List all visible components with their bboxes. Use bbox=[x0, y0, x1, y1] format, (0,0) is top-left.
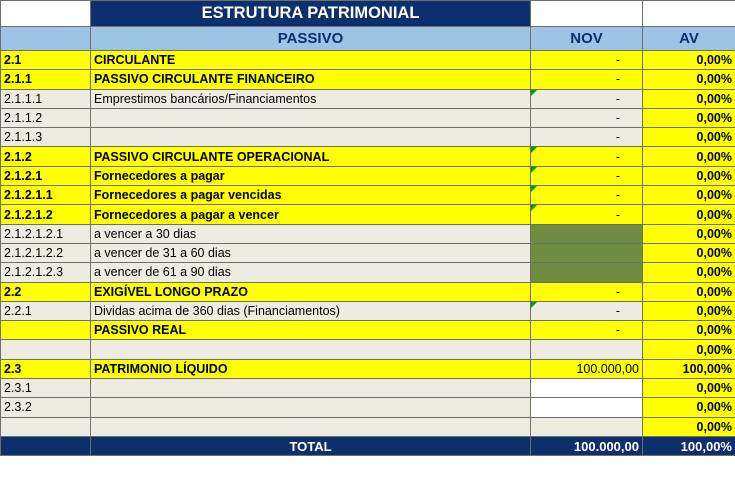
av-percent[interactable]: 0,00% bbox=[643, 89, 735, 108]
table-row bbox=[1, 128, 735, 147]
nov-value-text: - bbox=[615, 207, 620, 222]
total-av: 100,00% bbox=[643, 436, 735, 455]
corner-cell bbox=[643, 1, 735, 27]
av-percent[interactable]: 0,00% bbox=[643, 128, 735, 147]
table-row bbox=[1, 321, 735, 340]
nov-value-text: - bbox=[615, 91, 620, 106]
corner-cell bbox=[1, 1, 91, 27]
av-percent[interactable]: 0,00% bbox=[643, 417, 735, 436]
nov-value-text: - bbox=[615, 72, 620, 87]
av-percent[interactable]: 0,00% bbox=[643, 379, 735, 398]
nov-value-text: - bbox=[615, 111, 620, 126]
account-description[interactable]: Fornecedores a pagar bbox=[91, 166, 531, 185]
account-code[interactable] bbox=[1, 321, 91, 340]
header-code bbox=[1, 27, 91, 51]
av-percent[interactable]: 0,00% bbox=[643, 108, 735, 127]
header-passivo: PASSIVO bbox=[91, 27, 531, 51]
comment-indicator-icon bbox=[531, 302, 537, 308]
table-row bbox=[1, 224, 735, 243]
comment-indicator-icon bbox=[531, 90, 537, 96]
nov-value-text: - bbox=[615, 304, 620, 318]
nov-value-text: - bbox=[615, 188, 620, 203]
account-description[interactable] bbox=[91, 128, 531, 147]
account-description[interactable]: PASSIVO CIRCULANTE FINANCEIRO bbox=[91, 70, 531, 89]
table-row bbox=[1, 147, 735, 166]
nov-value-text: - bbox=[615, 284, 620, 299]
total-label: TOTAL bbox=[91, 436, 531, 455]
account-code[interactable]: 2.1.2.1 bbox=[1, 166, 91, 185]
account-description[interactable]: CIRCULANTE bbox=[91, 51, 531, 70]
account-code[interactable] bbox=[1, 340, 91, 359]
nov-value-text: 100.000,00 bbox=[576, 361, 639, 376]
av-percent[interactable]: 0,00% bbox=[643, 166, 735, 185]
total-nov: 100.000,00 bbox=[531, 436, 643, 455]
nov-value[interactable] bbox=[531, 379, 643, 398]
account-code[interactable]: 2.1.2.1.2.1 bbox=[1, 224, 91, 243]
nov-value-text: - bbox=[615, 130, 620, 145]
account-description[interactable] bbox=[91, 398, 531, 417]
account-description[interactable]: Emprestimos bancários/Financiamentos bbox=[91, 89, 531, 108]
header-av: AV bbox=[643, 27, 735, 51]
account-description[interactable] bbox=[91, 379, 531, 398]
corner-cell bbox=[531, 1, 643, 27]
av-percent[interactable]: 0,00% bbox=[643, 205, 735, 224]
table-row bbox=[1, 379, 735, 398]
comment-indicator-icon bbox=[531, 147, 537, 153]
account-code[interactable]: 2.1.1.3 bbox=[1, 128, 91, 147]
account-code[interactable]: 2.1.2.1.2.3 bbox=[1, 263, 91, 282]
av-percent[interactable]: 0,00% bbox=[643, 51, 735, 70]
comment-indicator-icon bbox=[531, 167, 537, 173]
table-row bbox=[1, 70, 735, 89]
account-code[interactable]: 2.3.1 bbox=[1, 379, 91, 398]
account-code[interactable]: 2.1 bbox=[1, 51, 91, 70]
table-row bbox=[1, 301, 735, 320]
table-row bbox=[1, 398, 735, 417]
table-row bbox=[1, 89, 735, 108]
nov-value[interactable] bbox=[531, 359, 643, 378]
total-code-cell bbox=[1, 436, 91, 455]
nov-value[interactable] bbox=[531, 340, 643, 359]
comment-indicator-icon bbox=[531, 186, 537, 192]
av-percent[interactable]: 0,00% bbox=[643, 263, 735, 282]
account-code[interactable] bbox=[1, 417, 91, 436]
nov-value-text: - bbox=[615, 168, 620, 183]
table-row bbox=[1, 340, 735, 359]
comment-indicator-icon bbox=[531, 205, 537, 211]
account-code[interactable]: 2.1.1.2 bbox=[1, 108, 91, 127]
nov-value-text: - bbox=[615, 323, 620, 338]
account-code[interactable]: 2.1.2.1.2 bbox=[1, 205, 91, 224]
table-row bbox=[1, 166, 735, 185]
table-title: ESTRUTURA PATRIMONIAL bbox=[91, 1, 531, 27]
header-nov: NOV bbox=[531, 27, 643, 51]
table-row bbox=[1, 359, 735, 378]
av-percent[interactable]: 0,00% bbox=[643, 340, 735, 359]
account-code[interactable]: 2.1.2.1.1 bbox=[1, 186, 91, 205]
account-description[interactable]: EXIGÍVEL LONGO PRAZO bbox=[91, 282, 531, 301]
account-description[interactable] bbox=[91, 108, 531, 127]
account-description[interactable]: a vencer de 31 a 60 dias bbox=[91, 243, 531, 262]
nov-value[interactable] bbox=[531, 147, 643, 166]
account-description[interactable]: PASSIVO REAL bbox=[91, 321, 531, 340]
header-row bbox=[1, 27, 735, 51]
account-code[interactable]: 2.2.1 bbox=[1, 301, 91, 320]
nov-value[interactable] bbox=[531, 224, 643, 243]
table-row bbox=[1, 108, 735, 127]
nov-value[interactable] bbox=[531, 89, 643, 108]
account-description[interactable]: a vencer de 61 a 90 dias bbox=[91, 263, 531, 282]
av-percent[interactable]: 0,00% bbox=[643, 70, 735, 89]
nov-value[interactable] bbox=[531, 282, 643, 301]
account-description[interactable] bbox=[91, 340, 531, 359]
account-description[interactable]: PASSIVO CIRCULANTE OPERACIONAL bbox=[91, 147, 531, 166]
nov-value[interactable] bbox=[531, 243, 643, 262]
account-code[interactable]: 2.1.1.1 bbox=[1, 89, 91, 108]
nov-value[interactable] bbox=[531, 186, 643, 205]
table-row bbox=[1, 282, 735, 301]
account-description[interactable]: Fornecedores a pagar vencidas bbox=[91, 186, 531, 205]
table-row bbox=[1, 51, 735, 70]
title-row bbox=[1, 1, 735, 27]
nov-value[interactable] bbox=[531, 417, 643, 436]
table-row bbox=[1, 243, 735, 262]
av-percent[interactable]: 100,00% bbox=[643, 359, 735, 378]
table-row bbox=[1, 205, 735, 224]
nov-value[interactable] bbox=[531, 205, 643, 224]
table-row bbox=[1, 417, 735, 436]
account-code[interactable]: 2.1.2.1.2.2 bbox=[1, 243, 91, 262]
nov-value[interactable] bbox=[531, 301, 643, 320]
nov-value[interactable] bbox=[531, 398, 643, 417]
nov-value[interactable] bbox=[531, 128, 643, 147]
total-row bbox=[1, 436, 735, 455]
nov-value[interactable] bbox=[531, 321, 643, 340]
nov-value[interactable] bbox=[531, 166, 643, 185]
nov-value[interactable] bbox=[531, 70, 643, 89]
account-code[interactable]: 2.1.2 bbox=[1, 147, 91, 166]
account-code[interactable]: 2.3 bbox=[1, 359, 91, 378]
account-code[interactable]: 2.1.1 bbox=[1, 70, 91, 89]
av-percent[interactable]: 0,00% bbox=[643, 398, 735, 417]
nov-value-text: - bbox=[615, 149, 620, 164]
av-percent[interactable]: 0,00% bbox=[643, 186, 735, 205]
table-row bbox=[1, 263, 735, 282]
account-description[interactable]: a vencer a 30 dias bbox=[91, 224, 531, 243]
av-percent[interactable]: 0,00% bbox=[643, 243, 735, 262]
account-code[interactable]: 2.3.2 bbox=[1, 398, 91, 417]
nov-value[interactable] bbox=[531, 51, 643, 70]
account-description[interactable]: Dividas acima de 360 dias (Financiamentos) bbox=[91, 301, 531, 320]
av-percent[interactable]: 0,00% bbox=[643, 224, 735, 243]
account-description[interactable] bbox=[91, 417, 531, 436]
nov-value[interactable] bbox=[531, 263, 643, 282]
av-percent[interactable]: 0,00% bbox=[643, 301, 735, 320]
av-percent[interactable]: 0,00% bbox=[643, 321, 735, 340]
account-description[interactable]: Fornecedores a pagar a vencer bbox=[91, 205, 531, 224]
account-code[interactable]: 2.2 bbox=[1, 282, 91, 301]
account-description[interactable]: PATRIMONIO LÍQUIDO bbox=[91, 359, 531, 378]
av-percent[interactable]: 0,00% bbox=[643, 282, 735, 301]
nov-value-text: - bbox=[615, 53, 620, 68]
av-percent[interactable]: 0,00% bbox=[643, 147, 735, 166]
nov-value[interactable] bbox=[531, 108, 643, 127]
table-row bbox=[1, 186, 735, 205]
